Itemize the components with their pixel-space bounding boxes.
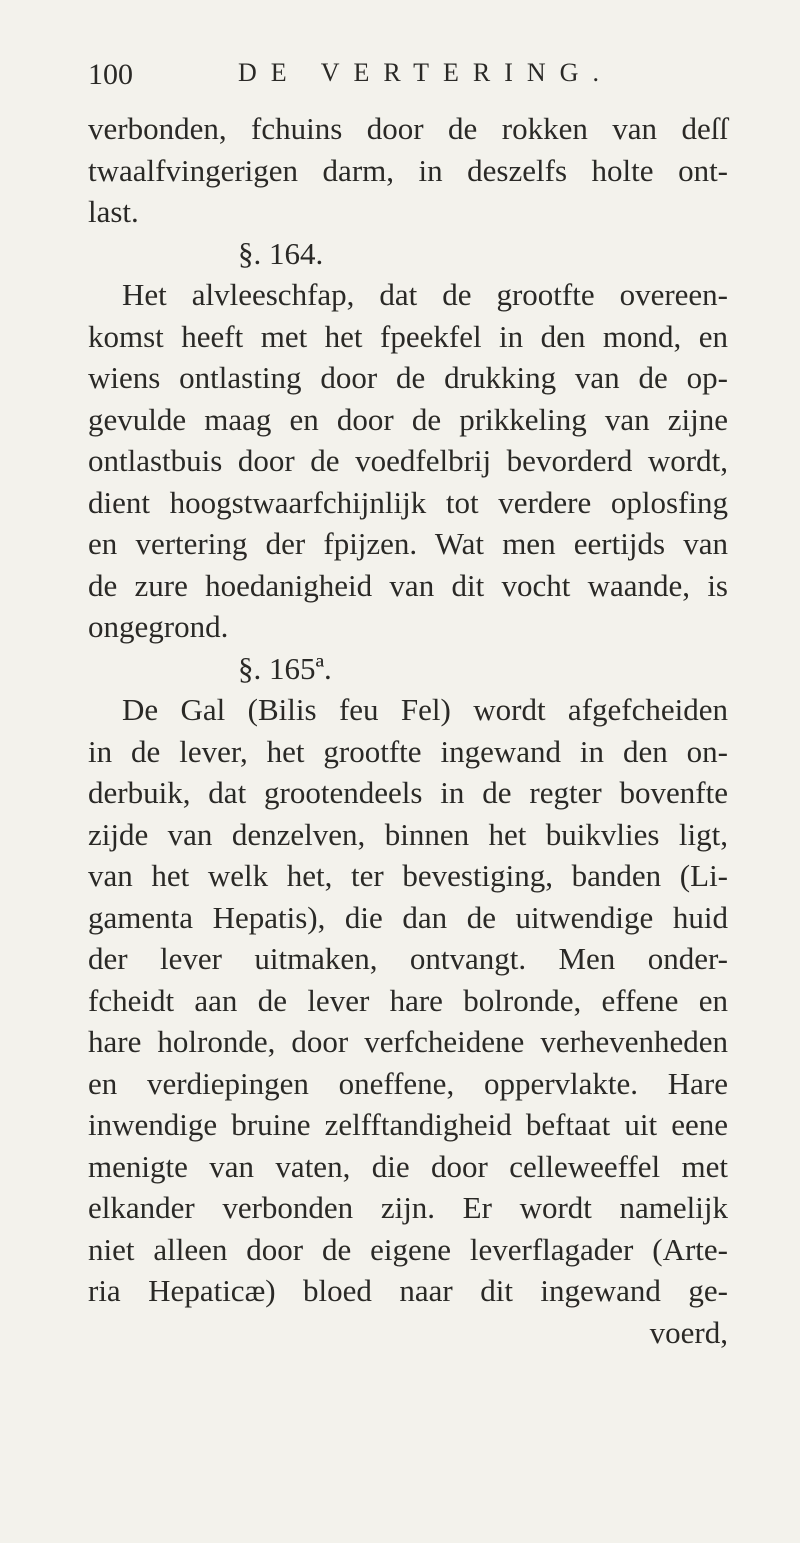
text-line: De Gal (Bilis feu Fel) wordt afgefcheiden bbox=[122, 692, 728, 727]
text-line: last. bbox=[88, 194, 139, 229]
body-text bbox=[88, 108, 728, 1353]
text-line: verbonden, fchuins door de rokken van deſſ bbox=[88, 111, 728, 146]
running-title: DE VERTERING. bbox=[238, 58, 613, 87]
text-line: komst heeft met het fpeekfel in den mond, en bbox=[88, 318, 728, 354]
text-line: fcheidt aan de lever hare bolronde, effene en bbox=[88, 982, 728, 1018]
text-line: zijde van denzelven, binnen het buikvlies ligt, bbox=[88, 816, 728, 852]
text-line: wiens ontlasting door de drukking van de op- bbox=[88, 360, 728, 395]
text-line: gevulde maag en door de prikkeling van zijne bbox=[88, 401, 728, 437]
text-line: ria Hepaticæ) bloed naar dit ingewand ge- bbox=[88, 1273, 728, 1308]
text-line: derbuik, dat grootendeels in de regter bovenfte bbox=[88, 775, 728, 810]
text-line: Het alvleeschfap, dat de grootfte overeen- bbox=[122, 277, 728, 312]
text-line: en verdiepingen oneffene, oppervlakte. Hare bbox=[88, 1065, 728, 1101]
text-line: ongegrond. bbox=[88, 609, 229, 644]
catchword: voerd, bbox=[649, 1314, 728, 1350]
text-line: en vertering der fpijzen. Wat men eertijds van bbox=[88, 526, 728, 561]
text-line: elkander verbonden zijn. Er wordt namelijk bbox=[88, 1190, 728, 1225]
text-line: niet alleen door de eigene leverflagader (Arte- bbox=[88, 1231, 728, 1267]
text-line: twaalfvingerigen darm, in deszelfs holte ont- bbox=[88, 152, 728, 188]
text-line: gamenta Hepatis), die dan de uitwendige huid bbox=[88, 899, 728, 935]
text-line: der lever uitmaken, ontvangt. Men onder- bbox=[88, 941, 728, 976]
page-number: 100 bbox=[88, 58, 133, 91]
text-line: dient hoogstwaarfchijnlijk tot verdere oplosfing bbox=[88, 484, 728, 520]
text-line: de zure hoedanigheid van dit vocht waande, is bbox=[88, 567, 728, 603]
text-line: van het welk het, ter bevestiging, banden (Li- bbox=[88, 858, 728, 893]
text-line: inwendige bruine zelfftandigheid beftaat uit eene bbox=[88, 1107, 728, 1142]
text-line: hare holronde, door verfcheidene verhevenheden bbox=[88, 1024, 728, 1059]
running-head bbox=[88, 58, 688, 98]
text-line: menigte van vaten, die door celleweeffel met bbox=[88, 1148, 728, 1184]
section-number: §. 165ª. bbox=[238, 650, 332, 686]
section-number: §. 164. bbox=[238, 235, 324, 271]
text-line: ontlastbuis door de voedfelbrij bevorderd wordt, bbox=[88, 443, 728, 478]
text-line: in de lever, het grootfte ingewand in den on- bbox=[88, 733, 728, 769]
